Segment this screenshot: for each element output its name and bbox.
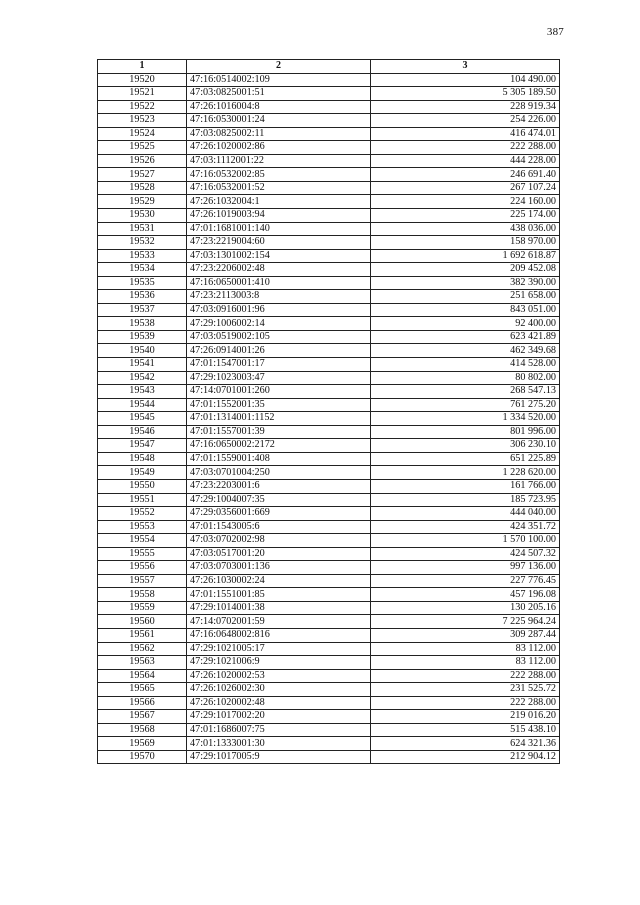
table-row <box>98 412 560 426</box>
cadastral-value-cell: 651 225.89 <box>371 452 560 466</box>
table-row <box>98 263 560 277</box>
table-row <box>98 141 560 155</box>
column-header-1: 1 <box>98 60 187 74</box>
cadastral-number-cell: 47:03:0519002:105 <box>187 330 371 344</box>
row-number-cell: 19520 <box>98 73 187 87</box>
cadastral-number-cell: 47:03:0703001:136 <box>187 561 371 575</box>
cadastral-value-cell: 1 570 100.00 <box>371 534 560 548</box>
table-row <box>98 303 560 317</box>
column-header-2: 2 <box>187 60 371 74</box>
cadastral-value-cell: 515 438.10 <box>371 723 560 737</box>
row-number-cell: 19552 <box>98 507 187 521</box>
cadastral-number-cell: 47:01:1547001:17 <box>187 358 371 372</box>
table-row <box>98 520 560 534</box>
table-row <box>98 588 560 602</box>
row-number-cell: 19546 <box>98 425 187 439</box>
table-row <box>98 750 560 764</box>
cadastral-number-cell: 47:23:2113003:8 <box>187 290 371 304</box>
cadastral-number-cell: 47:16:0648002:816 <box>187 628 371 642</box>
cadastral-number-cell: 47:16:0530001:24 <box>187 114 371 128</box>
cadastral-number-cell: 47:03:0825002:11 <box>187 127 371 141</box>
cadastral-value-cell: 92 400.00 <box>371 317 560 331</box>
table-row <box>98 127 560 141</box>
table-row <box>98 398 560 412</box>
cadastral-value-cell: 801 996.00 <box>371 425 560 439</box>
row-number-cell: 19567 <box>98 710 187 724</box>
table-row <box>98 276 560 290</box>
cadastral-number-cell: 47:03:0916001:96 <box>187 303 371 317</box>
table-row <box>98 574 560 588</box>
cadastral-number-cell: 47:26:1026002:30 <box>187 683 371 697</box>
table-row <box>98 669 560 683</box>
cadastral-number-cell: 47:01:1551001:85 <box>187 588 371 602</box>
table-row <box>98 479 560 493</box>
table-row <box>98 507 560 521</box>
cadastral-number-cell: 47:29:1006002:14 <box>187 317 371 331</box>
row-number-cell: 19527 <box>98 168 187 182</box>
cadastral-value-cell: 219 016.20 <box>371 710 560 724</box>
cadastral-number-cell: 47:29:1021005:17 <box>187 642 371 656</box>
cadastral-value-cell: 457 196.08 <box>371 588 560 602</box>
row-number-cell: 19562 <box>98 642 187 656</box>
table-row <box>98 601 560 615</box>
row-number-cell: 19523 <box>98 114 187 128</box>
row-number-cell: 19531 <box>98 222 187 236</box>
row-number-cell: 19528 <box>98 181 187 195</box>
table-row <box>98 615 560 629</box>
cadastral-number-cell: 47:26:1020002:53 <box>187 669 371 683</box>
cadastral-number-cell: 47:03:0701004:250 <box>187 466 371 480</box>
cadastral-value-cell: 80 802.00 <box>371 371 560 385</box>
cadastral-number-cell: 47:01:1552001:35 <box>187 398 371 412</box>
row-number-cell: 19535 <box>98 276 187 290</box>
row-number-cell: 19558 <box>98 588 187 602</box>
cadastral-number-cell: 47:26:1019003:94 <box>187 209 371 223</box>
cadastral-number-cell: 47:26:1020002:48 <box>187 696 371 710</box>
table-row <box>98 547 560 561</box>
cadastral-number-cell: 47:29:1021006:9 <box>187 656 371 670</box>
table-row <box>98 209 560 223</box>
row-number-cell: 19542 <box>98 371 187 385</box>
cadastral-value-cell: 224 160.00 <box>371 195 560 209</box>
table-row <box>98 466 560 480</box>
row-number-cell: 19524 <box>98 127 187 141</box>
row-number-cell: 19525 <box>98 141 187 155</box>
table-row <box>98 371 560 385</box>
cadastral-value-cell: 83 112.00 <box>371 642 560 656</box>
row-number-cell: 19548 <box>98 452 187 466</box>
cadastral-value-cell: 309 287.44 <box>371 628 560 642</box>
cadastral-value-cell: 438 036.00 <box>371 222 560 236</box>
cadastral-value-cell: 444 040.00 <box>371 507 560 521</box>
table-row <box>98 683 560 697</box>
cadastral-number-cell: 47:03:0517001:20 <box>187 547 371 561</box>
cadastral-value-cell: 267 107.24 <box>371 181 560 195</box>
cadastral-number-cell: 47:16:0532002:85 <box>187 168 371 182</box>
cadastral-value-cell: 7 225 964.24 <box>371 615 560 629</box>
table-row <box>98 344 560 358</box>
row-number-cell: 19570 <box>98 750 187 764</box>
cadastral-number-cell: 47:26:1016004:8 <box>187 100 371 114</box>
cadastral-value-cell: 83 112.00 <box>371 656 560 670</box>
table-row <box>98 195 560 209</box>
table-row <box>98 534 560 548</box>
cadastral-value-cell: 222 288.00 <box>371 696 560 710</box>
cadastral-value-cell: 424 351.72 <box>371 520 560 534</box>
cadastral-number-cell: 47:01:1333001:30 <box>187 737 371 751</box>
row-number-cell: 19526 <box>98 154 187 168</box>
table-header-row <box>98 60 560 74</box>
table-row <box>98 154 560 168</box>
table-row <box>98 696 560 710</box>
table-row <box>98 330 560 344</box>
table-row <box>98 710 560 724</box>
table-row <box>98 439 560 453</box>
row-number-cell: 19532 <box>98 236 187 250</box>
row-number-cell: 19551 <box>98 493 187 507</box>
table-row <box>98 249 560 263</box>
row-number-cell: 19543 <box>98 385 187 399</box>
row-number-cell: 19538 <box>98 317 187 331</box>
cadastral-number-cell: 47:03:1112001:22 <box>187 154 371 168</box>
cadastral-number-cell: 47:23:2203001:6 <box>187 479 371 493</box>
cadastral-value-cell: 222 288.00 <box>371 669 560 683</box>
table-row <box>98 236 560 250</box>
cadastral-value-cell: 268 547.13 <box>371 385 560 399</box>
table-row <box>98 222 560 236</box>
table-row <box>98 425 560 439</box>
cadastral-value-cell: 185 723.95 <box>371 493 560 507</box>
row-number-cell: 19545 <box>98 412 187 426</box>
row-number-cell: 19568 <box>98 723 187 737</box>
page-number: 387 <box>546 26 564 38</box>
cadastral-number-cell: 47:16:0650001:410 <box>187 276 371 290</box>
table-row <box>98 628 560 642</box>
row-number-cell: 19556 <box>98 561 187 575</box>
cadastral-number-cell: 47:01:1681001:140 <box>187 222 371 236</box>
row-number-cell: 19536 <box>98 290 187 304</box>
table-row <box>98 100 560 114</box>
cadastral-number-cell: 47:03:1301002:154 <box>187 249 371 263</box>
cadastral-number-cell: 47:29:1004007:35 <box>187 493 371 507</box>
cadastral-number-cell: 47:16:0514002:109 <box>187 73 371 87</box>
cadastral-value-cell: 1 228 620.00 <box>371 466 560 480</box>
cadastral-number-cell: 47:29:1017002:20 <box>187 710 371 724</box>
cadastral-number-cell: 47:14:0702001:59 <box>187 615 371 629</box>
table-row <box>98 168 560 182</box>
row-number-cell: 19560 <box>98 615 187 629</box>
cadastral-value-cell: 130 205.16 <box>371 601 560 615</box>
cadastral-value-cell: 444 228.00 <box>371 154 560 168</box>
cadastral-number-cell: 47:01:1314001:1152 <box>187 412 371 426</box>
table-row <box>98 317 560 331</box>
cadastral-value-cell: 246 691.40 <box>371 168 560 182</box>
row-number-cell: 19550 <box>98 479 187 493</box>
row-number-cell: 19541 <box>98 358 187 372</box>
cadastral-number-cell: 47:29:1014001:38 <box>187 601 371 615</box>
cadastral-value-cell: 231 525.72 <box>371 683 560 697</box>
table-row <box>98 358 560 372</box>
row-number-cell: 19559 <box>98 601 187 615</box>
cadastral-value-cell: 254 226.00 <box>371 114 560 128</box>
row-number-cell: 19564 <box>98 669 187 683</box>
table-row <box>98 385 560 399</box>
cadastral-number-cell: 47:01:1686007:75 <box>187 723 371 737</box>
column-header-3: 3 <box>371 60 560 74</box>
cadastral-value-table <box>97 59 560 764</box>
cadastral-value-cell: 251 658.00 <box>371 290 560 304</box>
cadastral-number-cell: 47:03:0825001:51 <box>187 87 371 101</box>
row-number-cell: 19544 <box>98 398 187 412</box>
cadastral-value-cell: 209 452.08 <box>371 263 560 277</box>
cadastral-value-cell: 104 490.00 <box>371 73 560 87</box>
row-number-cell: 19555 <box>98 547 187 561</box>
row-number-cell: 19534 <box>98 263 187 277</box>
cadastral-value-cell: 228 919.34 <box>371 100 560 114</box>
cadastral-value-cell: 1 692 618.87 <box>371 249 560 263</box>
row-number-cell: 19521 <box>98 87 187 101</box>
cadastral-number-cell: 47:16:0650002:2172 <box>187 439 371 453</box>
row-number-cell: 19554 <box>98 534 187 548</box>
cadastral-value-cell: 158 970.00 <box>371 236 560 250</box>
cadastral-number-cell: 47:16:0532001:52 <box>187 181 371 195</box>
table-row <box>98 493 560 507</box>
row-number-cell: 19539 <box>98 330 187 344</box>
row-number-cell: 19529 <box>98 195 187 209</box>
row-number-cell: 19537 <box>98 303 187 317</box>
row-number-cell: 19563 <box>98 656 187 670</box>
row-number-cell: 19522 <box>98 100 187 114</box>
cadastral-number-cell: 47:01:1543005:6 <box>187 520 371 534</box>
cadastral-value-cell: 225 174.00 <box>371 209 560 223</box>
cadastral-value-cell: 623 421.89 <box>371 330 560 344</box>
table-row <box>98 114 560 128</box>
cadastral-value-cell: 5 305 189.50 <box>371 87 560 101</box>
cadastral-value-cell: 382 390.00 <box>371 276 560 290</box>
row-number-cell: 19565 <box>98 683 187 697</box>
cadastral-number-cell: 47:26:1030002:24 <box>187 574 371 588</box>
table-row <box>98 87 560 101</box>
table-row <box>98 656 560 670</box>
cadastral-number-cell: 47:01:1557001:39 <box>187 425 371 439</box>
cadastral-number-cell: 47:23:2219004:60 <box>187 236 371 250</box>
cadastral-value-cell: 1 334 520.00 <box>371 412 560 426</box>
cadastral-number-cell: 47:14:0701001:260 <box>187 385 371 399</box>
table-row <box>98 737 560 751</box>
cadastral-number-cell: 47:26:0914001:26 <box>187 344 371 358</box>
cadastral-number-cell: 47:23:2206002:48 <box>187 263 371 277</box>
cadastral-value-cell: 161 766.00 <box>371 479 560 493</box>
cadastral-value-cell: 306 230.10 <box>371 439 560 453</box>
cadastral-value-cell: 997 136.00 <box>371 561 560 575</box>
table-row <box>98 290 560 304</box>
row-number-cell: 19540 <box>98 344 187 358</box>
row-number-cell: 19547 <box>98 439 187 453</box>
cadastral-number-cell: 47:29:1023003:47 <box>187 371 371 385</box>
row-number-cell: 19530 <box>98 209 187 223</box>
row-number-cell: 19566 <box>98 696 187 710</box>
cadastral-value-cell: 843 051.00 <box>371 303 560 317</box>
cadastral-number-cell: 47:01:1559001:408 <box>187 452 371 466</box>
table-body <box>98 73 560 764</box>
table-row <box>98 561 560 575</box>
cadastral-value-cell: 462 349.68 <box>371 344 560 358</box>
cadastral-number-cell: 47:26:1032004:1 <box>187 195 371 209</box>
cadastral-value-cell: 222 288.00 <box>371 141 560 155</box>
row-number-cell: 19561 <box>98 628 187 642</box>
cadastral-value-cell: 212 904.12 <box>371 750 560 764</box>
cadastral-number-cell: 47:29:0356001:669 <box>187 507 371 521</box>
cadastral-value-cell: 424 507.32 <box>371 547 560 561</box>
table-row <box>98 73 560 87</box>
cadastral-value-cell: 414 528.00 <box>371 358 560 372</box>
cadastral-number-cell: 47:26:1020002:86 <box>187 141 371 155</box>
cadastral-value-cell: 624 321.36 <box>371 737 560 751</box>
cadastral-number-cell: 47:03:0702002:98 <box>187 534 371 548</box>
table-row <box>98 181 560 195</box>
table-row <box>98 723 560 737</box>
cadastral-value-cell: 761 275.20 <box>371 398 560 412</box>
row-number-cell: 19533 <box>98 249 187 263</box>
row-number-cell: 19569 <box>98 737 187 751</box>
row-number-cell: 19557 <box>98 574 187 588</box>
table-row <box>98 452 560 466</box>
cadastral-value-cell: 227 776.45 <box>371 574 560 588</box>
table-row <box>98 642 560 656</box>
cadastral-value-cell: 416 474.01 <box>371 127 560 141</box>
cadastral-number-cell: 47:29:1017005:9 <box>187 750 371 764</box>
row-number-cell: 19553 <box>98 520 187 534</box>
row-number-cell: 19549 <box>98 466 187 480</box>
